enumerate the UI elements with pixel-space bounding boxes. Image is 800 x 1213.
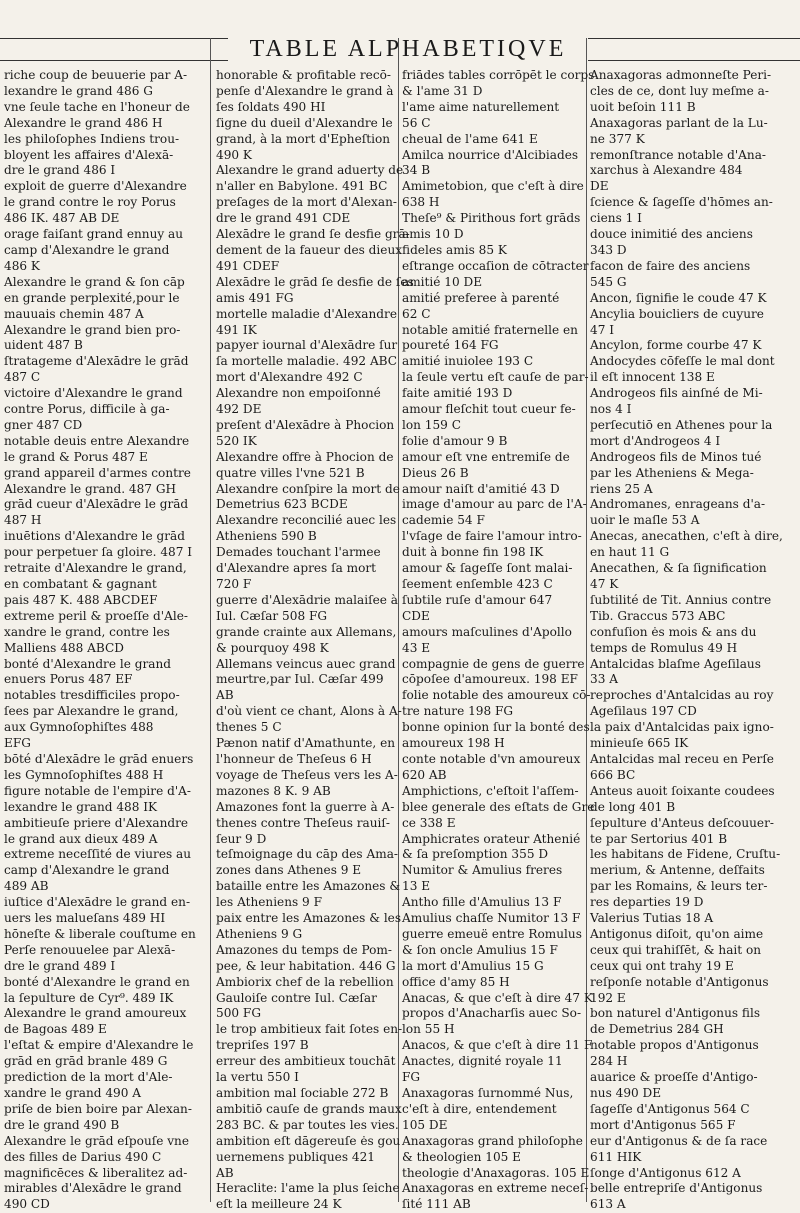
index-line: 47 K: [590, 577, 619, 591]
index-line: friādes tables corrōpēt le corps: [402, 68, 595, 82]
index-column-4: [590, 68, 798, 1212]
index-line: Demetrius 623 BCDE: [216, 497, 348, 512]
index-line: l'honneur de Theſeus 6 H: [216, 751, 372, 766]
index-line: 613 A: [590, 1197, 626, 1212]
index-line: folie d'amour 9 B: [402, 433, 508, 448]
index-line: Alexandre offre à Phocion de: [216, 449, 394, 464]
index-line: les philoſophes Indiens trou-: [4, 131, 180, 146]
index-line: quatre villes l'vne 521 B: [216, 465, 365, 480]
index-line: 43 E: [402, 640, 431, 655]
index-line: pais 487 K. 488 ABCDEF: [4, 592, 158, 607]
index-line: l'eſtat & empire d'Alexandre le: [4, 1038, 194, 1053]
index-line: perſecutiō en Athenes pour la: [590, 417, 773, 432]
index-line: grand, à la mort d'Epheſtion: [216, 131, 391, 146]
index-line: de Bagoas 489 E: [4, 1022, 107, 1037]
index-line: en haut 11 G: [590, 545, 670, 560]
index-line: Alexandre le grand amoureux: [4, 1006, 187, 1021]
index-column-2: [216, 68, 414, 1212]
index-line: l'ame aime naturellement: [402, 99, 560, 114]
index-line: dement de la faueur des dieux: [216, 242, 403, 257]
index-line: Andromanes, enrageans d'a-: [590, 497, 766, 512]
index-line: la ſeule vertu eſt cauſe de par-: [402, 370, 589, 385]
index-line: nus 490 DE: [590, 1086, 662, 1100]
index-line: papyer iournal d'Alexādre ſur: [216, 338, 398, 353]
index-line: dre le grand 486 I: [4, 163, 116, 178]
index-line: camp d'Alexandre le grand: [4, 863, 170, 878]
index-line: 284 H: [590, 1054, 628, 1069]
index-line: ſees par Alexandre le grand,: [4, 704, 179, 719]
index-line: mazones 8 K. 9 AB: [216, 783, 331, 798]
index-line: facon de faire des anciens: [590, 258, 751, 273]
index-line: Anaxagoras en extreme neceſ-: [402, 1181, 589, 1196]
index-line: 283 BC. & par toutes les vies.: [216, 1117, 399, 1132]
index-line: eſtrange occaſion de cōtracter: [402, 258, 589, 273]
index-line: le trop ambitieux fait ſotes en-: [216, 1022, 403, 1037]
index-line: uoit beſoin 111 B: [590, 99, 696, 114]
index-line: 486 IK. 487 AB DE: [4, 211, 120, 226]
index-line: par les Atheniens & Mega-: [590, 465, 754, 480]
index-line: cheual de l'ame 641 E: [402, 131, 538, 146]
index-line: ſepulture d'Anteus deſcouuer-: [590, 815, 774, 830]
index-line: amitié 10 DE: [402, 274, 483, 289]
index-line: cles de ce, dont luy meſme a-: [590, 83, 769, 98]
index-line: minieuſe 665 IK: [590, 736, 689, 751]
index-line: orage faiſant grand ennuy au: [4, 227, 184, 242]
index-line: blee generale des eſtats de Gre: [402, 799, 595, 814]
index-line: ſes ſoldats 490 HI: [216, 99, 326, 114]
index-line: & l'ame 31 D: [402, 83, 483, 98]
index-line: amour naiſt d'amitié 43 D: [402, 481, 560, 496]
index-line: Androgeos fils de Minos tué: [590, 449, 762, 464]
index-line: bon naturel d'Antigonus fils: [590, 1006, 761, 1021]
index-line: Antho fille d'Amulius 13 F: [402, 895, 562, 910]
index-line: 491 IK: [216, 322, 257, 337]
index-line: ſigne du dueil d'Alexandre le: [216, 115, 393, 130]
index-line: lexandre le grand 486 G: [4, 83, 153, 98]
index-line: Anacos, & que c'eſt à dire 11 F: [402, 1038, 593, 1053]
index-line: lexandre le grand 488 IK: [4, 799, 158, 814]
index-line: Antalcidas blaſme Ageſilaus: [590, 656, 761, 671]
index-line: mort d'Alexandre 492 C: [216, 370, 363, 385]
index-line: la ſepulture de Cyr⁹. 489 IK: [4, 990, 174, 1005]
index-line: Alexandre le grād eſpouſe vne: [4, 1133, 189, 1148]
index-line: Theſe⁹ & Pirithous fort grāds: [402, 211, 581, 226]
index-line: ſtratageme d'Alexādre le grād: [4, 354, 189, 369]
index-line: ſcience & ſageſſe d'hōmes an-: [590, 195, 773, 210]
index-line: folie notable des amoureux cō-: [402, 688, 591, 703]
index-line: mort d'Androgeos 4 I: [590, 433, 721, 448]
index-line: Perſe renouuelee par Alexā-: [4, 942, 176, 957]
index-line: cademie 54 F: [402, 513, 485, 528]
index-line: 47 I: [590, 322, 615, 337]
page-title: TABLE ALPHABETIQVE: [228, 35, 588, 63]
index-line: ſeement enſemble 423 C: [402, 577, 553, 591]
index-line: ciens 1 I: [590, 211, 642, 226]
index-line: 486 K: [4, 258, 40, 273]
index-line: DE: [590, 179, 609, 194]
index-line: trepriſes 197 B: [216, 1038, 309, 1053]
index-line: remonſtrance notable d'Ana-: [590, 147, 767, 162]
index-line: voyage de Theſeus vers les A-: [216, 767, 398, 782]
index-line: ne 377 K: [590, 131, 645, 146]
index-line: 666 BC: [590, 767, 636, 782]
index-line: Alexādre le grād ſe desfie de ſes: [216, 274, 414, 289]
index-line: merium, & Antenne, deſfaits: [590, 863, 765, 878]
index-line: 500 FG: [216, 1006, 261, 1021]
index-line: Amilca nourrice d'Alcibiades: [402, 147, 579, 162]
column-divider: [210, 38, 211, 1202]
index-line: Ancon, ſignifie le coude 47 K: [590, 290, 767, 305]
index-line: & ſa preſomption 355 D: [402, 847, 549, 862]
index-line: le grand aux dieux 489 A: [4, 831, 158, 846]
index-line: amour fleſchit tout cueur fe-: [402, 402, 576, 417]
index-line: extreme neceſſité de viures au: [4, 847, 192, 862]
index-line: EFG: [4, 736, 31, 751]
index-line: thenes contre Theſeus rauiſ-: [216, 815, 390, 830]
index-line: Anacas, & que c'eſt à dire 47 K: [402, 990, 593, 1005]
index-line: bataille entre les Amazones &: [216, 879, 401, 894]
index-line: exploit de guerre d'Alexandre: [4, 179, 187, 194]
index-line: 492 DE: [216, 402, 262, 417]
index-line: notables tresdifficiles propo-: [4, 688, 180, 703]
index-line: dre le grand 489 I: [4, 958, 116, 973]
index-line: 489 AB: [4, 879, 49, 894]
index-line: uers les malueſans 489 HI: [4, 911, 166, 926]
index-line: Alexandre le grand aduerty de: [216, 163, 404, 178]
index-line: le grand & Porus 487 E: [4, 449, 148, 464]
index-line: CDE: [402, 608, 430, 623]
index-line: Allemans veincus auec grand: [216, 656, 396, 671]
index-line: Anecathen, & ſa ſignification: [590, 561, 767, 576]
index-line: Anaxagoras admonneſte Peri-: [590, 68, 772, 82]
index-line: Andocydes cōfeſſe le mal dont: [590, 354, 775, 369]
index-line: gner 487 CD: [4, 417, 83, 432]
index-line: Antigonus diſoit, qu'on aime: [590, 926, 764, 941]
index-line: temps de Romulus 49 H: [590, 640, 738, 655]
index-line: Numitor & Amulius freres: [402, 863, 563, 878]
index-line: Anaxagoras parlant de la Lu-: [590, 115, 768, 130]
index-line: d'Alexandre apres ſa mort: [216, 561, 377, 576]
index-line: teſmoignage du cāp des Ama-: [216, 847, 398, 862]
index-line: ceux qui ont trahy 19 E: [590, 958, 734, 973]
index-line: Alexādre le grand ſe desfie grā-: [216, 227, 410, 242]
index-line: ſageſſe d'Antigonus 564 C: [590, 1101, 750, 1116]
index-line: eſt la meilleure 24 K: [216, 1197, 342, 1212]
index-line: bonté d'Alexandre le grand: [4, 656, 171, 671]
index-line: Anaxagoras ſurnommé Nus,: [402, 1086, 574, 1100]
index-line: 545 G: [590, 274, 627, 289]
index-line: de long 401 B: [590, 799, 676, 814]
index-line: Gauloiſe contre Iul. Cæſar: [216, 990, 377, 1005]
index-line: propos d'Anacharſis auec So-: [402, 1006, 582, 1021]
index-line: theologie d'Anaxagoras. 105 E: [402, 1165, 590, 1180]
index-line: Alexandre le grand bien pro-: [4, 322, 181, 337]
index-line: retraite d'Alexandre le grand,: [4, 561, 187, 576]
index-line: guerre d'Alexādrie malaiſee à: [216, 592, 398, 607]
index-line: priſe de bien boire par Alexan-: [4, 1101, 192, 1116]
index-line: par les Romains, & leurs ter-: [590, 879, 768, 894]
index-line: les Gymnoſophiſtes 488 H: [4, 767, 164, 782]
index-line: enuers Porus 487 EF: [4, 672, 133, 687]
index-line: ambitiō cauſe de grands maux: [216, 1101, 402, 1116]
index-line: mort d'Antigonus 565 F: [590, 1117, 736, 1132]
index-line: poureté 164 FG: [402, 338, 499, 353]
index-line: vne ſeule tache en l'honeur de: [4, 99, 190, 114]
index-line: il eſt innocent 138 E: [590, 370, 715, 385]
index-line: 490 CD: [4, 1197, 50, 1212]
index-line: Ancylia bouicliers de cuyure: [590, 306, 764, 321]
index-line: iuſtice d'Alexādre le grand en-: [4, 895, 191, 910]
index-line: les habitans de Fidene, Cruſtu-: [590, 847, 781, 862]
index-line: Iul. Cæſar 508 FG: [216, 608, 328, 623]
index-line: ſubtile ruſe d'amour 647: [402, 592, 553, 607]
index-line: riche coup de beuuerie par A-: [4, 68, 188, 82]
index-line: la mort d'Amulius 15 G: [402, 958, 544, 973]
index-line: confuſion ės mois & ans du: [590, 624, 757, 639]
index-line: bonté d'Alexandre le grand en: [4, 974, 190, 989]
index-line: amitié inuiolee 193 C: [402, 354, 534, 369]
index-line: Anteus auoit ſoixante coudees: [590, 783, 775, 798]
index-line: 13 E: [402, 879, 431, 894]
index-line: 34 B: [402, 163, 431, 178]
index-line: Ambiorix chef de la rebellion: [216, 974, 394, 989]
index-line: dre le grand 490 B: [4, 1117, 120, 1132]
index-line: grand appareil d'armes contre: [4, 465, 191, 480]
index-line: meurtre,par Iul. Cæſar 499: [216, 672, 384, 687]
index-line: erreur des ambitieux touchāt: [216, 1054, 396, 1069]
index-line: Alexandre le grand 486 H: [4, 115, 163, 130]
index-line: dre le grand 491 CDE: [216, 211, 351, 226]
index-line: Antalcidas mal receu en Perſe: [590, 751, 774, 766]
index-line: 192 E: [590, 990, 626, 1005]
index-line: res departies 19 D: [590, 895, 704, 910]
index-line: victoire d'Alexandre le grand: [4, 386, 183, 401]
index-line: Alexandre conſpire la mort de: [216, 481, 400, 496]
index-line: d'où vient ce chant, Alons à A-: [216, 704, 402, 719]
index-line: penſe d'Alexandre le grand à: [216, 83, 394, 98]
index-line: amis 10 D: [402, 227, 464, 242]
index-line: nos 4 I: [590, 402, 632, 417]
index-line: Atheniens 590 B: [216, 529, 317, 544]
index-line: figure notable de l'empire d'A-: [4, 783, 191, 798]
index-line: Amphictions, c'eſtoit l'aſſem-: [402, 783, 579, 798]
index-line: riens 25 A: [590, 481, 653, 496]
index-line: grād cueur d'Alexādre le grād: [4, 497, 189, 512]
index-line: bōté d'Alexādre le grād enuers: [4, 751, 194, 766]
index-line: pee, & leur habitation. 446 G: [216, 958, 396, 973]
index-line: l'vſage de faire l'amour intro-: [402, 529, 582, 544]
index-line: en grande perplexité,pour le: [4, 290, 180, 305]
index-line: Amimetobion, que c'eſt à dire: [402, 179, 584, 194]
index-line: Alexandre le grand & ſon cāp: [4, 274, 185, 289]
index-line: Androgeos fils ainſné de Mi-: [590, 386, 763, 401]
index-line: ſa mortelle maladie. 492 ABC: [216, 354, 398, 369]
index-line: ſité 111 AB: [402, 1197, 471, 1212]
index-line: eur d'Antigonus & de ſa race: [590, 1133, 768, 1148]
index-column-3: [402, 68, 595, 1212]
index-line: Ageſilaus 197 CD: [590, 704, 697, 719]
index-line: Demades touchant l'armee: [216, 545, 381, 560]
index-line: Ancylon, forme courbe 47 K: [590, 338, 762, 353]
index-line: Anecas, anecathen, c'eſt à dire,: [590, 529, 783, 544]
index-line: amours maſculines d'Apollo: [402, 624, 572, 639]
index-line: notable amitié fraternelle en: [402, 322, 578, 337]
index-line: le grand contre le roy Porus: [4, 195, 176, 210]
index-line: n'aller en Babylone. 491 BC: [216, 179, 388, 194]
index-line: de Demetrius 284 GH: [590, 1022, 724, 1037]
index-line: contre Porus, difficile à ga-: [4, 402, 170, 417]
index-line: lon 55 H: [402, 1022, 455, 1037]
index-line: xandre le grand, contre les: [4, 624, 170, 639]
index-line: hōneſte & liberale couſtume en: [4, 926, 196, 941]
index-line: image d'amour au parc de l'A-: [402, 497, 587, 512]
index-line: grande crainte aux Allemans,: [216, 624, 397, 639]
index-line: faite amitié 193 D: [402, 386, 513, 401]
index-line: reſponſe notable d'Antigonus: [590, 974, 769, 989]
index-line: Valerius Tutias 18 A: [590, 911, 714, 926]
index-line: grād en grād branle 489 G: [4, 1054, 168, 1069]
index-line: extreme peril & proeſſe d'Ale-: [4, 608, 188, 623]
index-line: ſeur 9 D: [216, 831, 267, 846]
index-line: ambition mal ſociable 272 B: [216, 1086, 389, 1100]
index-line: thenes 5 C: [216, 720, 282, 735]
index-line: prediction de la mort d'Ale-: [4, 1070, 173, 1085]
index-line: amis 491 FG: [216, 290, 294, 305]
index-line: amour & ſageſſe ſont malai-: [402, 561, 573, 576]
index-line: notable propos d'Antigonus: [590, 1038, 759, 1053]
index-line: tre nature 198 FG: [402, 704, 514, 719]
index-line: office d'amy 85 H: [402, 974, 510, 989]
index-line: cōpoſee d'amoureux. 198 EF: [402, 672, 578, 687]
index-line: & theologien 105 E: [402, 1149, 522, 1164]
index-line: Anactes, dignité royale 11: [402, 1054, 563, 1069]
index-line: 638 H: [402, 195, 440, 210]
index-line: 33 A: [590, 672, 618, 687]
index-line: duit à bonne fin 198 IK: [402, 545, 544, 560]
index-line: 611 HIK: [590, 1149, 642, 1164]
index-line: Amphicrates orateur Athenié: [402, 831, 581, 846]
index-line: Malliens 488 ABCD: [4, 640, 124, 655]
index-line: Tib. Graccus 573 ABC: [590, 608, 726, 623]
index-line: la vertu 550 I: [216, 1070, 299, 1085]
index-line: guerre emeuë entre Romulus: [402, 926, 582, 941]
index-line: AB: [216, 688, 234, 703]
index-line: uernemens publiques 421: [216, 1149, 375, 1164]
index-line: lon 159 C: [402, 417, 461, 432]
index-line: mortelle maladie d'Alexandre: [216, 306, 397, 321]
index-line: preſent d'Alexādre à Phocion: [216, 417, 395, 432]
index-line: ambitieuſe priere d'Alexandre: [4, 815, 189, 830]
index-line: la paix d'Antalcidas paix igno-: [590, 720, 774, 735]
index-line: en combatant & gagnant: [4, 577, 157, 591]
index-line: 105 DE: [402, 1117, 448, 1132]
index-line: 520 IK: [216, 433, 257, 448]
column-divider: [586, 38, 587, 1202]
index-line: compagnie de gens de guerre: [402, 656, 585, 671]
index-line: 720 F: [216, 577, 252, 591]
index-line: Dieus 26 B: [402, 465, 469, 480]
index-line: fideles amis 85 K: [402, 242, 507, 257]
index-line: Atheniens 9 G: [216, 926, 303, 941]
index-line: uoir le maſle 53 A: [590, 513, 700, 528]
index-line: 487 C: [4, 370, 41, 385]
index-line: mirables d'Alexādre le grand: [4, 1181, 182, 1196]
index-line: reproches d'Antalcidas au roy: [590, 688, 774, 703]
index-line: ceux qui trahiſſēt, & hait on: [590, 942, 762, 957]
index-line: ſubtilité de Tit. Annius contre: [590, 592, 772, 607]
index-line: zones dans Athenes 9 E: [216, 863, 362, 878]
index-line: & pourquoy 498 K: [216, 640, 329, 655]
index-line: camp d'Alexandre le grand: [4, 242, 170, 257]
index-line: c'eſt à dire, entendement: [402, 1101, 557, 1116]
index-line: pour perpetuer ſa gloire. 487 I: [4, 545, 193, 560]
index-line: Alexandre non empoiſonné: [216, 386, 381, 401]
index-line: inuētions d'Alexandre le grād: [4, 529, 185, 544]
index-line: bonne opinion ſur la bonté des: [402, 720, 590, 735]
index-line: 491 CDEF: [216, 258, 280, 273]
index-line: douce inimitié des anciens: [590, 227, 753, 242]
index-line: AB: [216, 1165, 234, 1180]
index-line: 56 C: [402, 115, 431, 130]
index-line: Alexandre le grand. 487 GH: [4, 481, 177, 496]
index-line: 62 C: [402, 306, 431, 321]
index-line: les Atheniens 9 F: [216, 895, 322, 910]
index-line: Pænon natif d'Amathunte, en: [216, 736, 396, 751]
index-line: honorable & profitable recō-: [216, 68, 391, 82]
index-line: & ſon oncle Amulius 15 F: [402, 942, 558, 957]
index-line: 620 AB: [402, 767, 447, 782]
index-line: xarchus à Alexandre 484: [590, 163, 743, 178]
index-line: 343 D: [590, 242, 627, 257]
index-line: uident 487 B: [4, 338, 83, 353]
index-line: belle entrepriſe d'Antigonus: [590, 1181, 763, 1196]
index-line: Heraclite: l'ame la plus ſeiche: [216, 1181, 400, 1196]
index-line: amitié preferee à parenté: [402, 290, 560, 305]
index-line: notable deuis entre Alexandre: [4, 433, 190, 448]
index-line: FG: [402, 1070, 421, 1085]
index-line: magnificēces & liberalitez ad-: [4, 1165, 188, 1180]
index-line: ambition eſt dāgereuſe ės gou: [216, 1133, 401, 1148]
index-line: Amazones font la guerre à A-: [216, 799, 395, 814]
index-line: Amulius chaſſe Numitor 13 F: [402, 911, 581, 926]
index-line: paix entre les Amazones & les: [216, 911, 402, 926]
index-line: aux Gymnoſophiſtes 488: [4, 720, 154, 735]
index-line: xandre le grand 490 A: [4, 1086, 141, 1100]
index-line: mauuais chemin 487 A: [4, 306, 144, 321]
index-line: ce 338 E: [402, 815, 456, 830]
index-line: auarice & proeſſe d'Antigo-: [590, 1070, 758, 1085]
index-line: 487 H: [4, 513, 42, 528]
index-column-1: [4, 68, 204, 1212]
index-line: bloyent les affaires d'Alexā-: [4, 147, 174, 162]
index-line: preſages de la mort d'Alexan-: [216, 195, 397, 210]
index-line: 490 K: [216, 147, 252, 162]
index-line: amour eſt vne entremiſe de: [402, 449, 570, 464]
index-line: Amazones du temps de Pom-: [216, 942, 392, 957]
index-line: amoureux 198 H: [402, 736, 505, 751]
index-line: Alexandre reconcilié auec les: [216, 513, 397, 528]
index-line: Anaxagoras grand philoſophe: [402, 1133, 583, 1148]
index-line: des filles de Darius 490 C: [4, 1149, 162, 1164]
index-line: conte notable d'vn amoureux: [402, 751, 581, 766]
index-line: ſonge d'Antigonus 612 A: [590, 1165, 741, 1180]
index-line: te par Sertorius 401 B: [590, 831, 728, 846]
